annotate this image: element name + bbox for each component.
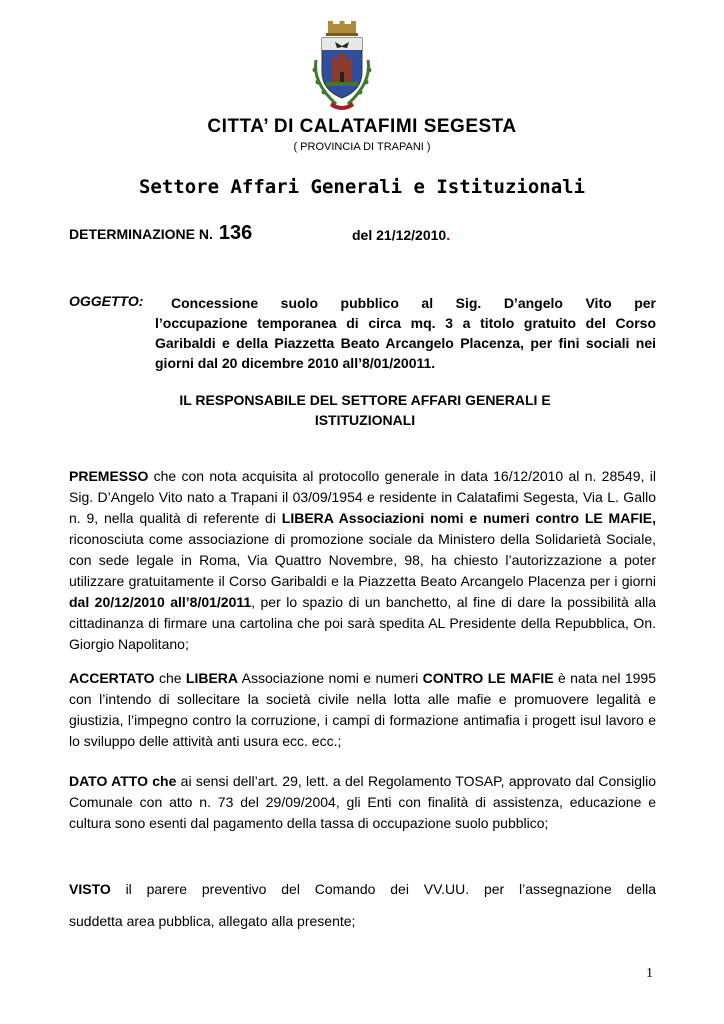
city-coat-of-arms bbox=[302, 20, 382, 112]
paragraph-visto: VISTO il parere preventivo del Comando dei VV.UU. per l’assegnazione della suddetta area pubblica, allegato alla presente; bbox=[69, 881, 656, 929]
premesso-lead: PREMESSO bbox=[69, 468, 149, 484]
responsible-line-2: ISTITUZIONALI bbox=[314, 412, 416, 428]
paragraph-dato-atto: DATO ATTO che ai sensi dell’art. 29, lett. a del Regolamento TOSAP, approvato dal Consiglio Comunale con atto n. 73 del 29/09/2004, gli Enti con finalità di assistenza, educazione e cultura sono esenti dal pagamento della tassa di occupazione suolo pubblico; bbox=[69, 773, 656, 831]
paragraph-premesso: PREMESSO che con nota acquisita al protocollo generale in data 16/12/2010 al n. 28549, il Sig. D’Angelo Vito nato a Trapani il 03/09/1954 e residente in Calatafimi Segesta, Via L. Gallo n. 9, nella qualità di referente di LIBERA Associazioni nomi e numeri contro LE MAFIE, riconosciuta come associazione di promozione sociale da Ministero della Solidarietà Sociale, con sede legale in Roma, Via Quattro Novembre, 98, ha chiesto l’autorizzazione a poter utilizzare gratuitamente il Corso Garibaldi e la Piazzetta Beato Arcangelo Placenza per i giorni dal 20/12/2010 all’8/01/2011, per lo spazio di un banchetto, al fine di dare la possibilità alla cittadinanza di firmare una cartolina che poi sarà spedita AL Presidente della Repubblica, On. Giorgio Napolitano; bbox=[69, 468, 656, 652]
subject-line-1: Concessione suolo pubblico al Sig. D’angelo Vito per bbox=[171, 295, 656, 311]
subject-text bbox=[155, 293, 656, 373]
determination-label: DETERMINAZIONE N. bbox=[69, 226, 213, 242]
accertato-lead: ACCERTATO bbox=[69, 670, 155, 686]
determination-line bbox=[69, 222, 669, 245]
dato-atto-lead: DATO ATTO che bbox=[69, 773, 177, 789]
province-subtitle: ( PROVINCIA DI TRAPANI ) bbox=[293, 141, 431, 153]
sector-title: Settore Affari Generali e Istituzionali bbox=[138, 176, 586, 198]
determination-number: 136 bbox=[218, 222, 253, 244]
subject-label: OGGETTO: bbox=[69, 293, 144, 309]
page-number: 1 bbox=[646, 966, 653, 981]
subject-body: l’occupazione temporanea di circa mq. 3 a titolo gratuito del Corso Garibaldi e della Piazzetta Beato Arcangelo Placenza, per fini sociali nei giorni dal 20 dicembre 2010 all’8/01/20011. bbox=[155, 315, 656, 371]
visto-lead: VISTO bbox=[69, 881, 111, 897]
paragraph-accertato: ACCERTATO che LIBERA Associazione nomi e numeri CONTRO LE MAFIE è nata nel 1995 con l’intendo di sollecitare la società civile nella lotta alle mafie e promuovere legalità e giustizia, l’impegno contro la corruzione, i campi di formazione antimafia i progett isul lavoro e lo sviluppo delle attività anti usura ecc. ecc.; bbox=[69, 670, 656, 749]
determination-date: del 21/12/2010. bbox=[352, 227, 451, 243]
responsible-line-1: IL RESPONSABILE DEL SETTORE AFFARI GENERALI E bbox=[179, 392, 551, 408]
city-title: CITTA’ DI CALATAFIMI SEGESTA bbox=[207, 116, 517, 137]
responsible-heading bbox=[130, 390, 600, 430]
